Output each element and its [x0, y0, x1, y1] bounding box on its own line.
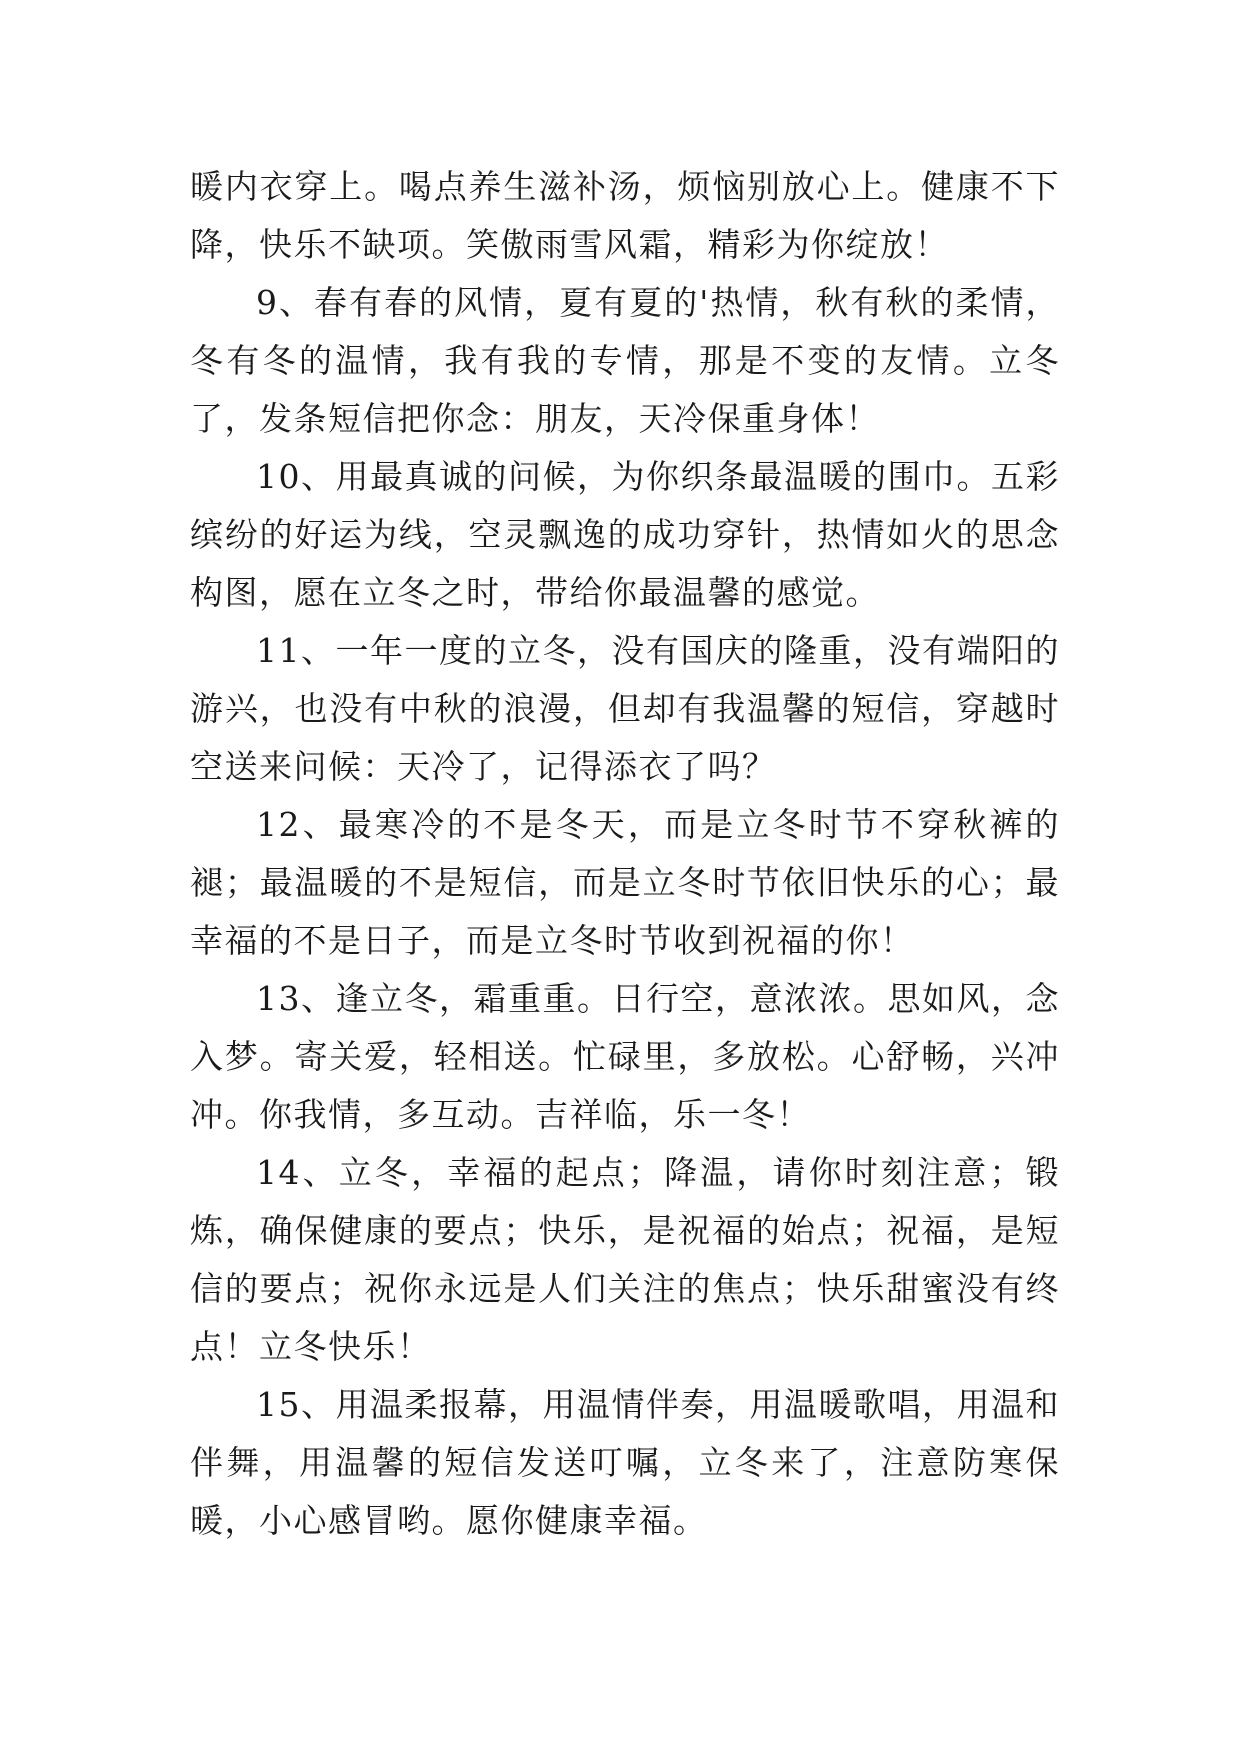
paragraph-14: 14、立冬，幸福的起点；降温，请你时刻注意；锻炼，确保健康的要点；快乐，是祝福的始点；祝福，是短信的要点；祝你永远是人们关注的焦点；快乐甜蜜没有终点！立冬快乐！: [190, 1153, 1060, 1366]
paragraph-continuation: 暖内衣穿上。喝点养生滋补汤，烦恼别放心上。健康不下降，快乐不缺项。笑傲雨雪风霜，精彩为你绽放！: [190, 167, 1060, 264]
paragraph-10: 10、用最真诚的问候，为你织条最温暖的围巾。五彩缤纷的好运为线，空灵飘逸的成功穿针，热情如火的思念构图，愿在立冬之时，带给你最温馨的感觉。: [190, 457, 1060, 612]
document-body: [190, 158, 1060, 1550]
paragraph-13: 13、逢立冬，霜重重。日行空，意浓浓。思如风，念入梦。寄关爱，轻相送。忙碌里，多放松。心舒畅，兴冲冲。你我情，多互动。吉祥临，乐一冬！: [190, 979, 1060, 1134]
paragraph-9: 9、春有春的风情，夏有夏的'热情，秋有秋的柔情，冬有冬的温情，我有我的专情，那是不变的友情。立冬了，发条短信把你念：朋友，天冷保重身体！: [190, 283, 1060, 438]
paragraph-12: 12、最寒冷的不是冬天，而是立冬时节不穿秋裤的褪；最温暖的不是短信，而是立冬时节依旧快乐的心；最幸福的不是日子，而是立冬时节收到祝福的你！: [190, 805, 1060, 960]
paragraph-15: 15、用温柔报幕，用温情伴奏，用温暖歌唱，用温和伴舞，用温馨的短信发送叮嘱，立冬来了，注意防寒保暖，小心感冒哟。愿你健康幸福。: [190, 1385, 1060, 1540]
paragraph-11: 11、一年一度的立冬，没有国庆的隆重，没有端阳的游兴，也没有中秋的浪漫，但却有我温馨的短信，穿越时空送来问候：天冷了，记得添衣了吗？: [190, 631, 1060, 786]
